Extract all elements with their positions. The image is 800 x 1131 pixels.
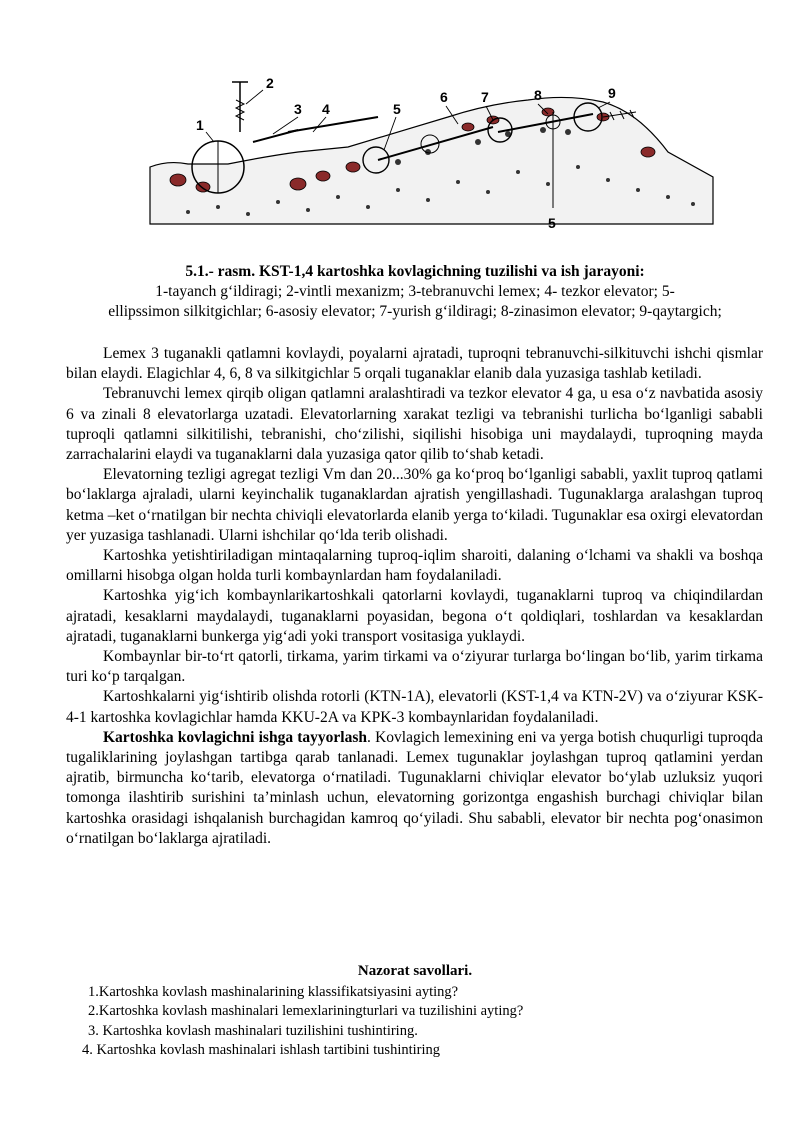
diagram-label: 7 [481, 89, 489, 105]
potato-digger-diagram [148, 72, 718, 234]
body-text [66, 344, 763, 849]
paragraph: Tebranuvchi lemex qirqib oligan qatlamni aralashtiradi va tezkor elevator 4 ga, u esa oʻz navbatida asosiy 6 va zinali 8 elevatorlarga uzatadi. Elevatorlarning xarakat tezligi va tebranishi turlicha boʻlganligi sababli tuproqli qatlamni silkitilishi, tebranishi, choʻzilishi, siqilishi hisobiga uni maydalaydi, tuproqning mayda zarrachalarini elaydi va tuganaklarni dala yuzasiga qator qilib toʻshab ketadi. [66, 385, 763, 464]
diagram-label: 1 [196, 117, 204, 133]
question-item: 3. Kartoshka kovlash mashinalari tuzilishini tushintiring. [88, 1022, 418, 1039]
diagram-label: 6 [440, 89, 448, 105]
diagram-label: 8 [534, 87, 542, 103]
question-item: 4. Kartoshka kovlash mashinalari ishlash tartibini tushintiring [82, 1041, 441, 1058]
questions-title: Nazorat savollari. [357, 963, 473, 979]
preparation-text: . Kovlagich lemexining eni va yerga botish chuqurligi tuproqda tugaliklarining joylashgan tartibga qarab tanlanadi. Lemex tugunaklar joylashgan tuproq qatlamini yerdan ajratib, birmuncha koʻtarib, elevatorga oʻrnatiladi. Tugunaklarni chiviqlar elevator boʻylab uzluksiz yuqori tomonga ilashtirib surishini taʼminlash uchun, elevatorning gorizontga engashish burchagi chiviqlar bilan kartoshka orasidagi ishqalanish burchagidan kamroq qoʻyiladi. Shu sababli, elevator bir nechta pogʻonasimon oʻrnatilgan boʻlaklarga ajratiladi. [66, 728, 763, 847]
legend-line: ellipssimon silkitgichlar; 6-asosiy elevator; 7-yurish gʻildiragi; 8-zinasimon elevator; 9-qaytargich; [108, 303, 722, 320]
paragraph: Kartoshka yigʻich kombaynlarikartoshkali qatorlarni kovlaydi, tuganaklarni tuproq va chiqindilardan ajratadi, kesaklarni maydalaydi, tuganaklarni poyasidan, begona oʻt qoldiqlari, toshlardan va kesaklardan ajratadi, tuganaklarni bunkerga yigʻadi yoki transport vositasiga yuklaydi. [66, 587, 763, 645]
paragraph: Kombaynlar bir-toʻrt qatorli, tirkama, yarim tirkami va oʻziyurar turlarga boʻlingan boʻlib, yarim tirkama turi koʻp tarqalgan. [66, 648, 763, 686]
legend-line: 1-tayanch gʻildiragi; 2-vintli mexanizm; 3-tebranuvchi lemex; 4- tezkor elevator; 5- [155, 283, 675, 300]
paragraph: Kartoshka yetishtiriladigan mintaqalarning tuproq-iqlim sharoiti, dalaning oʻlchami va shakli va boshqa omillarni hisobga olgan holda turli kombaynlardan ham foydalaniladi. [66, 547, 763, 585]
questions-list [82, 983, 772, 1060]
preparation-heading: Kartoshka kovlagichni ishga tayyorlash [103, 728, 368, 746]
diagram-label: 3 [294, 101, 302, 117]
soil-profile [150, 97, 713, 224]
diagram-label: 5 [393, 101, 401, 117]
figure-caption: 5.1.- rasm. KST-1,4 kartoshka kovlagichning tuzilishi va ish jarayoni: [185, 263, 645, 280]
figure-legend [66, 282, 764, 322]
paragraph: Elevatorning tezligi agregat tezligi Vm dan 20...30% ga koʻproq boʻlganligi sababli, yaxlit tuproq qatlami boʻlaklarga ajraladi, ularni keyinchalik tuganaklardan ajratish yengillashadi. Tugunaklarga aralashgan tuproq ketma –ket oʻrnatilgan bir nechta chiviqli elevatorlarda elanib yerga toʻkiladi. Tugunaklar esa oxirgi elevatordan yer yuzasiga tashlanadi. Ularni ishchilar qoʻlda terib olishadi. [66, 466, 763, 544]
paragraph: Lemex 3 tuganakli qatlamni kovlaydi, poyalarni ajratadi, tuproqni tebranuvchi-silkituvchi ishchi qismlar bilan elaydi. Elagichlar 4, 6, 8 va silkitgichlar 5 orqali tuganaklar elanib dala yuzasiga tashlab ketiladi. [66, 345, 763, 383]
fast-elevator [288, 117, 378, 132]
preparation-paragraph [66, 728, 763, 849]
diagram-svg [148, 72, 718, 234]
paragraph: Kartoshkalarni yigʻishtirib olishda rotorli (KTN-1A), elevatorli (KST-1,4 va KTN-2V) va oʻziyurar KSK-4-1 kartoshka kovlagichlar hamda KKU-2A va KPK-3 kombaynlaridan foydalaniladi. [66, 688, 763, 726]
diagram-label: 2 [266, 75, 274, 91]
diagram-label: 4 [322, 101, 330, 117]
diagram-label: 5 [548, 215, 556, 231]
question-item: 1.Kartoshka kovlash mashinalarining klassifikatsiyasini ayting? [88, 984, 459, 1000]
question-item: 2.Kartoshka kovlash mashinalari lemexlariningturlari va tuzilishini ayting? [88, 1003, 524, 1020]
diagram-label: 9 [608, 85, 616, 101]
